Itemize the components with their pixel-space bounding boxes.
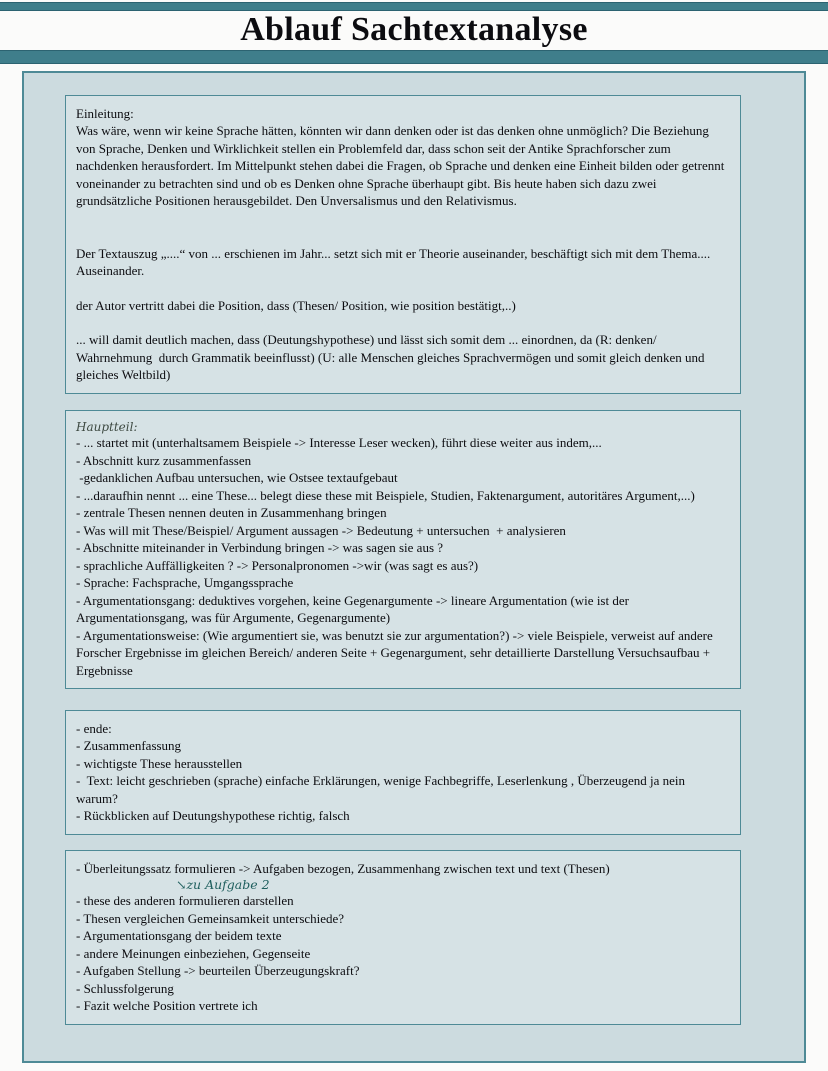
aufgabe2-line: - Argumentationsgang der beidem texte xyxy=(76,928,282,944)
hauptteil-line: - Argumentationsweise: (Wie argumentiert sie, was benutzt sie zur argumentation?) -> viele Beispiele, verweist auf andere Forscher Ergebnisse im gleichen Bereich/ anderen Seite + Gegenargument, sehr detaillierte Darstellung Versuchsaufbau + Ergebnisse xyxy=(76,627,716,678)
content-panel xyxy=(22,71,806,1063)
aufgabe2-line: - Thesen vergleichen Gemeinsamkeit unterschiede? xyxy=(76,910,345,926)
schluss-line: - wichtigste These herausstellen xyxy=(76,755,243,771)
schluss-line: - Rückblicken auf Deutungshypothese richtig, falsch xyxy=(76,808,350,824)
notes-page xyxy=(0,2,828,1063)
einleitung-paragraph-1: Was wäre, wenn wir keine Sprache hätten, könnten wir dann denken oder ist das denken ohne unmöglich? Die Beziehung von Sprache, Denken und Wirklichkeit stellen ein Problemfeld dar, dass schon seit der Antike Sprachforscher zum nachdenken herausfordert. Im Mittelpunkt stehen dabei die Fragen, ob Sprache und denken eine Einheit bilden oder getrennt voneinander zu betrachten sind und ob es Denken ohne Sprache überhaupt gibt. Bis heute haben sich dazu zwei grundsätzliche Positionen herausgebildet. Den Unversalismus und den Relativismus. xyxy=(76,123,728,209)
aufgabe2-line: - Fazit welche Position vertrete ich xyxy=(76,998,258,1014)
hauptteil-line: - sprachliche Auffälligkeiten ? -> Personalpronomen ->wir (was sagt es aus?) xyxy=(76,557,479,573)
schluss-line: - Text: leicht geschrieben (sprache) einfache Erklärungen, wenige Fachbegriffe, Leserlenkung , Überzeugend ja nein warum? xyxy=(76,773,689,806)
hauptteil-line: - Argumentationsgang: deduktives vorgehen, keine Gegenargumente -> lineare Argumentation (wie ist der Argumentationsgang, was für Argumente, Gegenargumente) xyxy=(76,592,632,626)
header-band-bottom xyxy=(0,50,828,64)
einleitung-paragraph-4: ... will damit deutlich machen, dass (Deutungshypothese) und lässt sich somit dem ... einordnen, da (R: denken/ Wahrnehmung durch Grammatik beeinflusst) (U: alle Menschen gleiches Sprachvermögen und somit gleich denken und gleiches Weltbild) xyxy=(76,332,708,383)
aufgabe2-handwritten-note: ↘zu Aufgabe 2 xyxy=(176,877,270,893)
einleitung-heading: Einleitung: xyxy=(76,106,134,121)
schluss-line: - ende: xyxy=(76,720,112,736)
aufgabe2-line: - Aufgaben Stellung -> beurteilen Überzeugungskraft? xyxy=(76,963,360,979)
hauptteil-handwritten-heading: Hauptteil: xyxy=(76,419,138,434)
aufgabe2-line: - Schlussfolgerung xyxy=(76,980,174,996)
hauptteil-line: - zentrale Thesen nennen deuten in Zusammenhang bringen xyxy=(76,505,387,521)
hauptteil-line: - Abschnitt kurz zusammenfassen xyxy=(76,452,252,468)
hauptteil-line: -gedanklichen Aufbau untersuchen, wie Ostsee textaufgebaut xyxy=(76,470,398,486)
section-einleitung xyxy=(65,95,741,394)
hauptteil-line: - Sprache: Fachsprache, Umgangssprache xyxy=(76,575,294,591)
page-title: Ablauf Sachtextanalyse xyxy=(240,11,588,48)
hauptteil-line: - ...daraufhin nennt ... eine These... belegt diese these mit Beispiele, Studien, Faktenargument, autoritäres Argument,...) xyxy=(76,487,695,503)
aufgabe2-line: - these des anderen formulieren darstellen xyxy=(76,893,294,909)
header-band-top xyxy=(0,2,828,11)
section-schluss xyxy=(65,710,741,835)
section-ueberleitung-aufgabe2 xyxy=(65,850,741,1025)
hauptteil-line: - ... startet mit (unterhaltsamem Beispiele -> Interesse Leser wecken), führt diese weiter aus indem,... xyxy=(76,435,602,451)
hauptteil-line: - Abschnitte miteinander in Verbindung bringen -> was sagen sie aus ? xyxy=(76,540,444,556)
einleitung-paragraph-2: Der Textauszug „....“ von ... erschienen im Jahr... setzt sich mit er Theorie auseinander, beschäftigt sich mit dem Thema.... Auseinander. xyxy=(76,245,713,279)
hauptteil-line: - Was will mit These/Beispiel/ Argument aussagen -> Bedeutung + untersuchen + analysieren xyxy=(76,522,566,538)
einleitung-paragraph-3: der Autor vertritt dabei die Position, dass (Thesen/ Position, wie position bestätigt,..) xyxy=(76,297,516,313)
section-hauptteil xyxy=(65,410,741,689)
aufgabe2-line: - andere Meinungen einbeziehen, Gegenseite xyxy=(76,945,311,961)
schluss-line: - Zusammenfassung xyxy=(76,738,182,754)
aufgabe2-line: - Überleitungssatz formulieren -> Aufgaben bezogen, Zusammenhang zwischen text und text (Thesen) xyxy=(76,860,610,876)
